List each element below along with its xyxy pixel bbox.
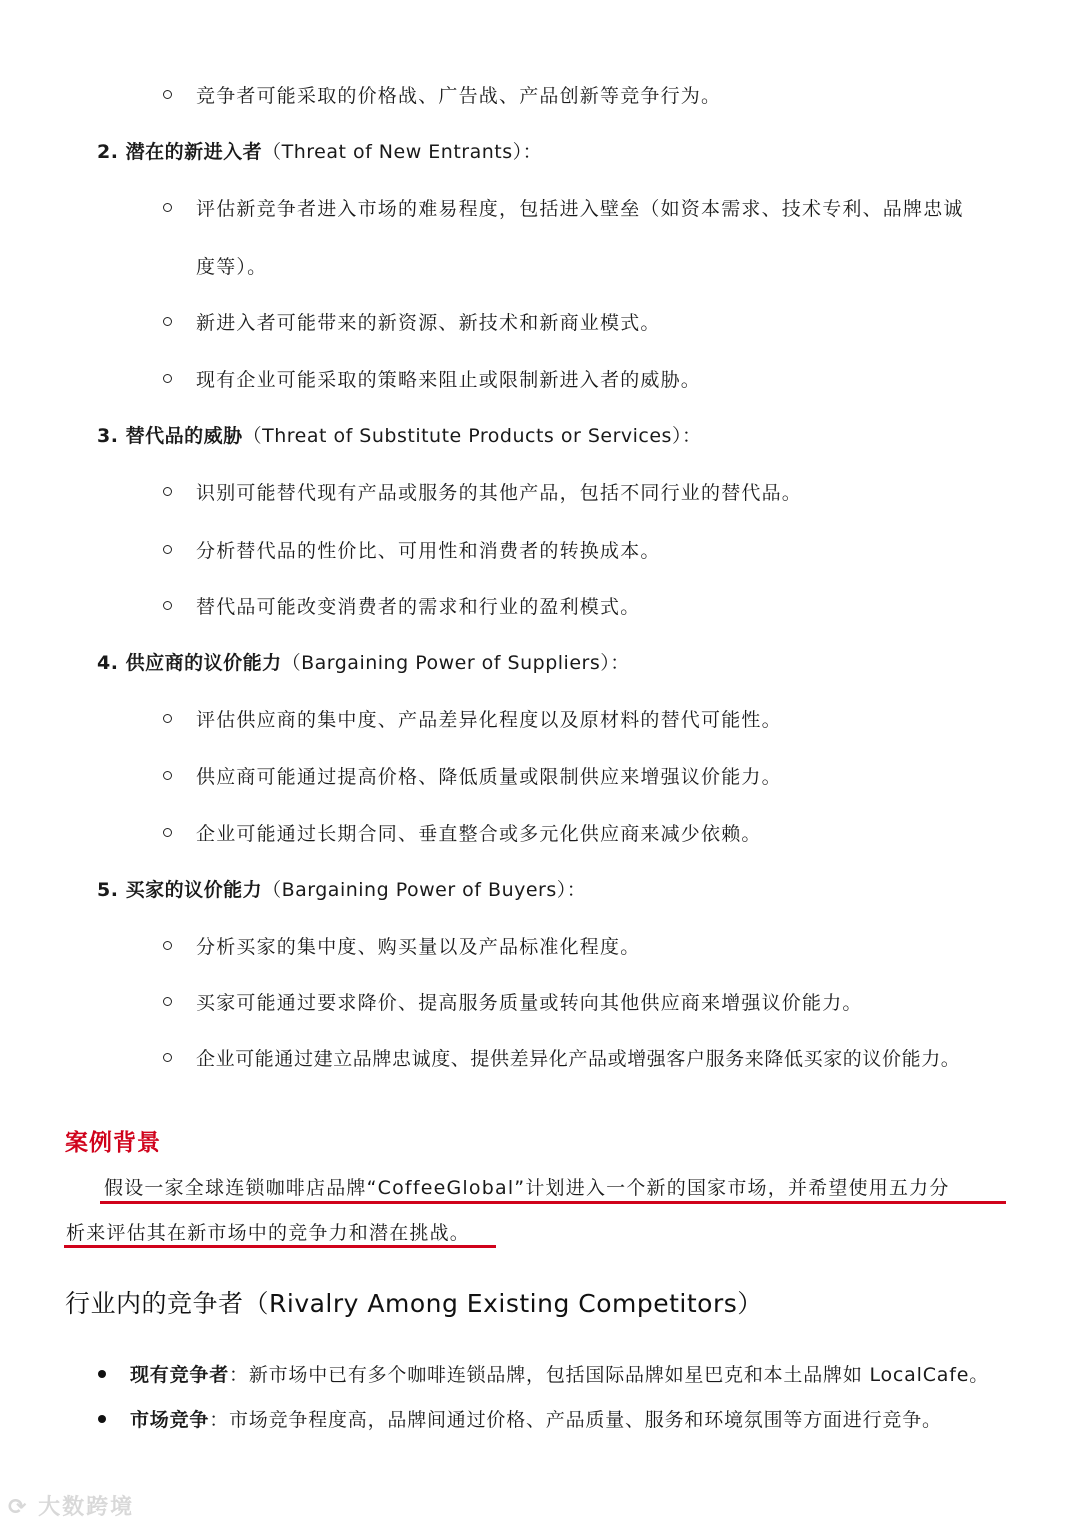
rivalry-bullet-1-label: 现有竞争者 bbox=[130, 1364, 230, 1386]
rivalry-bullet-2-label: 市场竞争 bbox=[130, 1409, 210, 1431]
force-2-item-2: 新进入者可能带来的新资源、新技术和新商业模式。 bbox=[196, 312, 661, 334]
force-3-number: 3. bbox=[97, 425, 119, 447]
force-2-heading bbox=[97, 137, 542, 164]
bullet-circle-icon bbox=[163, 771, 172, 780]
force-4-title-zh: 供应商的议价能力 bbox=[125, 652, 282, 674]
rivalry-bullet-2 bbox=[130, 1405, 942, 1432]
force-5-heading bbox=[97, 875, 586, 902]
force-3-item-2: 分析替代品的性价比、可用性和消费者的转换成本。 bbox=[196, 540, 661, 562]
force-5-item-1: 分析买家的集中度、购买量以及产品标准化程度。 bbox=[196, 936, 641, 958]
force-2-item-1-cont: 度等）。 bbox=[196, 256, 268, 278]
case-line-1: 假设一家全球连锁咖啡店品牌“CoffeeGlobal”计划进入一个新的国家市场，并希望使用五力分 bbox=[104, 1177, 950, 1199]
force-4-item-2: 供应商可能通过提高价格、降低质量或限制供应来增强议价能力。 bbox=[196, 766, 782, 788]
force-4-item-3: 企业可能通过长期合同、垂直整合或多元化供应商来减少依赖。 bbox=[196, 823, 762, 845]
case-underline-1 bbox=[100, 1201, 1006, 1204]
force-3-title-en: （Threat of Substitute Products or Services）： bbox=[242, 425, 702, 447]
force-2-title-zh: 潜在的新进入者 bbox=[125, 141, 263, 163]
force-1-item-1: 竞争者可能采取的价格战、广告战、产品创新等竞争行为。 bbox=[196, 85, 722, 107]
force-2-item-1: 评估新竞争者进入市场的难易程度，包括进入壁垒（如资本需求、技术专利、品牌忠诚 bbox=[196, 198, 964, 220]
bullet-circle-icon bbox=[163, 487, 172, 496]
case-line-2: 析来评估其在新市场中的竞争力和潜在挑战。 bbox=[66, 1222, 471, 1244]
bullet-circle-icon bbox=[163, 941, 172, 950]
force-5-title-en: （Bargaining Power of Buyers）： bbox=[262, 879, 587, 901]
bullet-circle-icon bbox=[163, 997, 172, 1006]
case-title: 案例背景 bbox=[65, 1130, 161, 1156]
watermark-text: 大数跨境 bbox=[38, 1495, 135, 1520]
force-5-title-zh: 买家的议价能力 bbox=[125, 879, 263, 901]
bullet-dot-icon bbox=[98, 1415, 106, 1423]
force-2-title-en: （Threat of New Entrants）： bbox=[262, 141, 543, 163]
force-5-number: 5. bbox=[97, 879, 119, 901]
bullet-circle-icon bbox=[163, 828, 172, 837]
bullet-circle-icon bbox=[163, 203, 172, 212]
force-3-item-3: 替代品可能改变消费者的需求和行业的盈利模式。 bbox=[196, 596, 641, 618]
watermark bbox=[8, 1490, 134, 1521]
bullet-circle-icon bbox=[163, 545, 172, 554]
case-underline-2 bbox=[64, 1245, 496, 1248]
bullet-circle-icon bbox=[163, 90, 172, 99]
force-3-title-zh: 替代品的威胁 bbox=[125, 425, 243, 447]
force-5-item-3: 企业可能通过建立品牌忠诚度、提供差异化产品或增强客户服务来降低买家的议价能力。 bbox=[196, 1048, 961, 1070]
watermark-logo-icon: ⟳ bbox=[8, 1495, 29, 1520]
rivalry-bullet-2-text: ：市场竞争程度高，品牌间通过价格、产品质量、服务和环境氛围等方面进行竞争。 bbox=[209, 1409, 942, 1431]
bullet-circle-icon bbox=[163, 374, 172, 383]
bullet-circle-icon bbox=[163, 601, 172, 610]
force-4-heading bbox=[97, 648, 630, 675]
bullet-dot-icon bbox=[98, 1370, 106, 1378]
force-3-item-1: 识别可能替代现有产品或服务的其他产品，包括不同行业的替代品。 bbox=[196, 482, 803, 504]
force-3-heading bbox=[97, 421, 701, 448]
bullet-circle-icon bbox=[163, 714, 172, 723]
rivalry-bullet-1-text: ：新市场中已有多个咖啡连锁品牌，包括国际品牌如星巴克和本土品牌如 LocalCafe。 bbox=[229, 1364, 989, 1386]
force-2-number: 2. bbox=[97, 141, 119, 163]
bullet-circle-icon bbox=[163, 317, 172, 326]
force-4-item-1: 评估供应商的集中度、产品差异化程度以及原材料的替代可能性。 bbox=[196, 709, 782, 731]
force-5-item-2: 买家可能通过要求降价、提高服务质量或转向其他供应商来增强议价能力。 bbox=[196, 992, 863, 1014]
rivalry-bullet-1 bbox=[130, 1360, 989, 1387]
rivalry-heading: 行业内的竞争者（Rivalry Among Existing Competitors） bbox=[65, 1289, 763, 1318]
bullet-circle-icon bbox=[163, 1053, 172, 1062]
force-4-number: 4. bbox=[97, 652, 119, 674]
force-2-item-3: 现有企业可能采取的策略来阻止或限制新进入者的威胁。 bbox=[196, 369, 702, 391]
force-4-title-en: （Bargaining Power of Suppliers）： bbox=[281, 652, 630, 674]
